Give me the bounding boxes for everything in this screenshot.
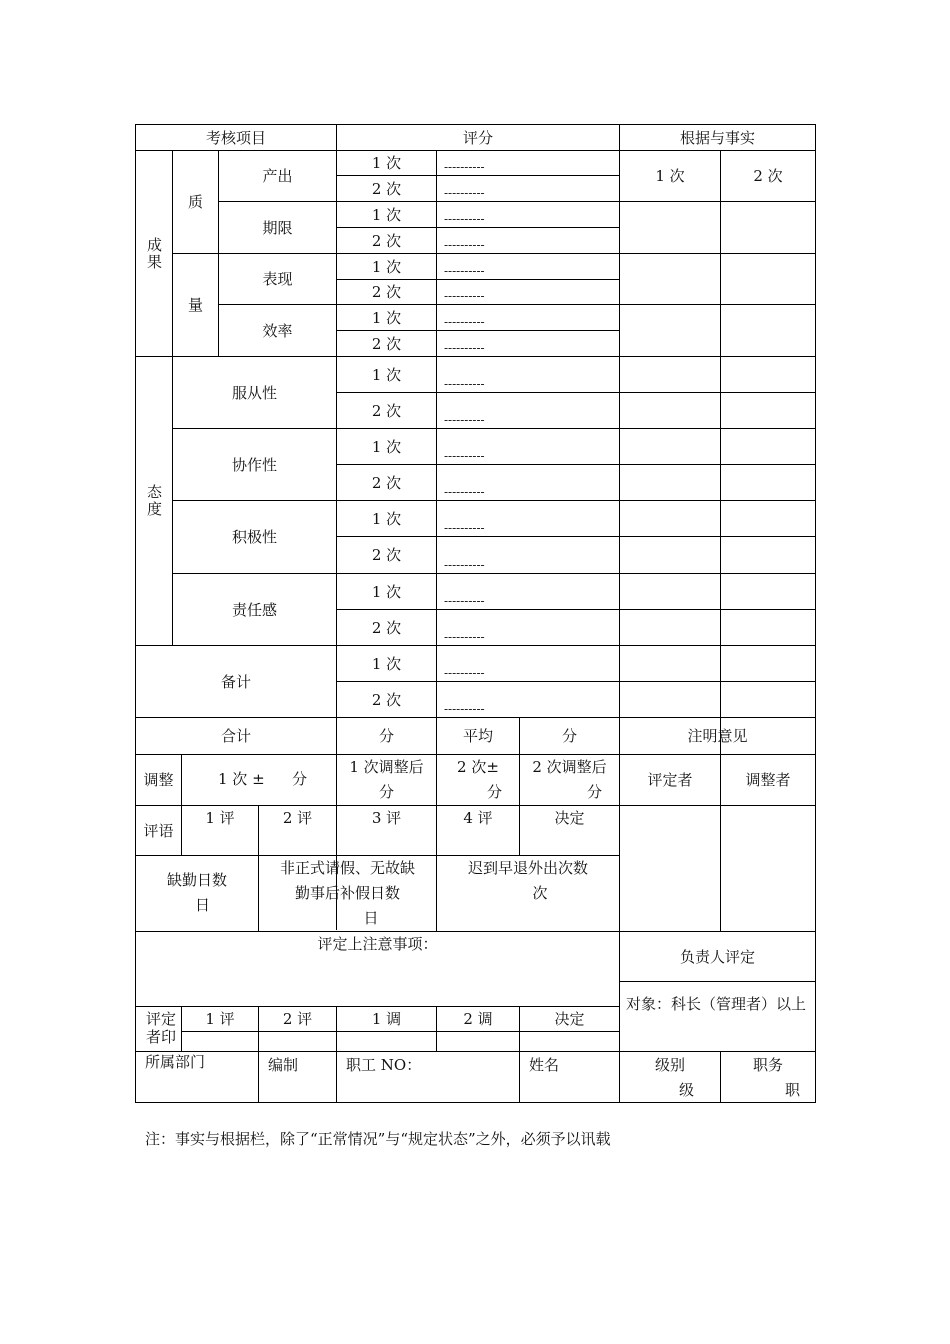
- score-times-label: 1 次: [371, 205, 402, 224]
- rule: [436, 150, 437, 718]
- adjust-second: 2 次±: [457, 758, 499, 776]
- comments-final: 决定: [554, 809, 585, 827]
- score-times-label: 1 次: [371, 308, 402, 327]
- seal-label: 评定者印: [146, 1010, 177, 1046]
- seal-r2: 2 评: [282, 1010, 313, 1028]
- notes-title: 评定上注意事项：: [317, 935, 438, 953]
- score-blank[interactable]: ----------: [444, 341, 485, 355]
- comments-r3: 3 评: [371, 809, 402, 827]
- header-item: 考核项目: [205, 128, 266, 147]
- score-times-label: 1 次: [371, 654, 402, 673]
- item-cooperation: 协作性: [231, 455, 277, 474]
- header-basis: 根据与事实: [679, 128, 755, 147]
- absence-informal-2: 勤事后补假日数: [294, 884, 400, 902]
- score-blank[interactable]: ----------: [444, 485, 485, 499]
- basis-first: 1 次: [655, 167, 685, 185]
- rule: [720, 150, 721, 932]
- adjuster-label: 调整者: [745, 771, 791, 789]
- footnote: 注：事实与根据栏，除了“正常情况”与“规定状态”之外，必须予以讯载: [145, 1130, 611, 1148]
- comments-r4: 4 评: [463, 809, 493, 827]
- basis-second: 2 次: [753, 167, 783, 185]
- average-label: 平均: [462, 727, 493, 745]
- score-times-label: 1 次: [371, 365, 402, 384]
- footer-post-unit: 职: [785, 1081, 801, 1099]
- footer-level-unit: 级: [679, 1081, 695, 1099]
- score-times-label: 2 次: [371, 546, 402, 564]
- score-times-label: 1 次: [371, 509, 402, 528]
- manager-title: 负责人评定: [679, 947, 755, 966]
- item-responsibility: 责任感: [231, 600, 277, 619]
- adjust-first: 1 次 ±: [218, 770, 265, 788]
- footer-name: 姓名: [529, 1056, 560, 1074]
- score-times-label: 2 次: [371, 690, 402, 709]
- item-remarks: 备计: [220, 672, 251, 691]
- footer-staff-no: 职工 NO：: [346, 1056, 422, 1074]
- adjust-label: 调整: [143, 771, 174, 789]
- score-blank[interactable]: ----------: [444, 186, 485, 200]
- adjust-first-after: 1 次调整后: [349, 758, 424, 776]
- absence-days: 缺勤日数: [166, 871, 227, 889]
- adjust-first-after-points: 分: [378, 783, 394, 801]
- score-times-label: 1 次: [371, 582, 402, 601]
- footer-compile: 编制: [268, 1056, 299, 1074]
- comments-r2: 2 评: [282, 809, 313, 827]
- seal-final: 决定: [554, 1010, 585, 1028]
- adjust-first-points: 分: [292, 770, 308, 788]
- footer-level: 级别: [654, 1056, 685, 1074]
- score-times-label: 2 次: [371, 283, 402, 301]
- item-obedience: 服从性: [231, 383, 277, 402]
- footer-dept: 所属部门: [145, 1053, 206, 1071]
- score-blank[interactable]: ----------: [444, 160, 485, 174]
- absence-late-unit: 次: [532, 884, 548, 902]
- average-points: 分: [561, 727, 577, 745]
- item-output: 产出: [262, 167, 293, 185]
- absence-late: 迟到早退外出次数: [467, 859, 588, 877]
- absence-informal: 非正式请假、无故缺: [279, 859, 415, 877]
- rule: [181, 754, 182, 805]
- score-blank[interactable]: ----------: [444, 630, 485, 644]
- comments-label: 评语: [143, 821, 174, 840]
- score-blank[interactable]: ----------: [444, 666, 485, 680]
- score-blank[interactable]: ----------: [444, 413, 485, 427]
- item-initiative: 积极性: [231, 528, 277, 546]
- comment-label: 注明意见: [687, 727, 748, 745]
- header-score: 评分: [462, 128, 493, 147]
- seal-a2: 2 调: [463, 1010, 493, 1028]
- total-label: 合计: [220, 727, 251, 745]
- score-blank[interactable]: ----------: [444, 594, 485, 608]
- score-times-label: 2 次: [371, 231, 402, 250]
- adjust-second-after-points: 分: [587, 783, 603, 801]
- score-times-label: 2 次: [371, 401, 402, 420]
- score-blank[interactable]: ----------: [444, 377, 485, 391]
- absence-informal-unit: 日: [363, 909, 379, 927]
- score-times-label: 2 次: [371, 179, 402, 198]
- seal-r1: 1 评: [205, 1010, 235, 1028]
- attitude-label: 态度: [145, 484, 163, 518]
- score-blank[interactable]: ----------: [444, 264, 485, 278]
- border-bottom: [135, 1102, 816, 1103]
- score-blank[interactable]: ----------: [444, 315, 485, 329]
- score-blank[interactable]: ----------: [444, 212, 485, 226]
- seal-a1: 1 调: [371, 1010, 402, 1028]
- score-blank[interactable]: ----------: [444, 238, 485, 252]
- rater-label: 评定者: [647, 771, 693, 789]
- quality-label: 质: [187, 193, 203, 211]
- item-efficiency: 效率: [262, 321, 293, 340]
- item-deadline: 期限: [262, 218, 293, 237]
- score-times-label: 1 次: [371, 257, 402, 276]
- footer-post: 职务: [752, 1056, 783, 1074]
- adjust-second-after: 2 次调整后: [532, 758, 607, 776]
- adjust-second-points: 分: [487, 783, 503, 801]
- score-blank[interactable]: ----------: [444, 289, 485, 303]
- score-times-label: 2 次: [371, 473, 402, 492]
- score-blank[interactable]: ----------: [444, 521, 485, 535]
- score-times-label: 2 次: [371, 618, 402, 637]
- manager-target: 对象：科长（管理者）以上: [626, 995, 807, 1013]
- score-times-label: 1 次: [371, 437, 402, 456]
- score-blank[interactable]: ----------: [444, 702, 485, 716]
- rule: [619, 981, 816, 982]
- rule: [181, 1031, 619, 1032]
- absence-days-unit: 日: [194, 896, 210, 914]
- item-performance: 表现: [262, 270, 293, 288]
- score-blank[interactable]: ----------: [444, 449, 485, 463]
- border-right: [815, 124, 816, 1103]
- quantity-label: 量: [187, 296, 203, 314]
- comments-r1: 1 评: [205, 809, 235, 827]
- score-times-label: 1 次: [371, 154, 402, 172]
- total-points: 分: [378, 727, 394, 745]
- score-times-label: 2 次: [371, 334, 402, 353]
- score-blank[interactable]: ----------: [444, 558, 485, 572]
- results-label: 成果: [145, 236, 163, 271]
